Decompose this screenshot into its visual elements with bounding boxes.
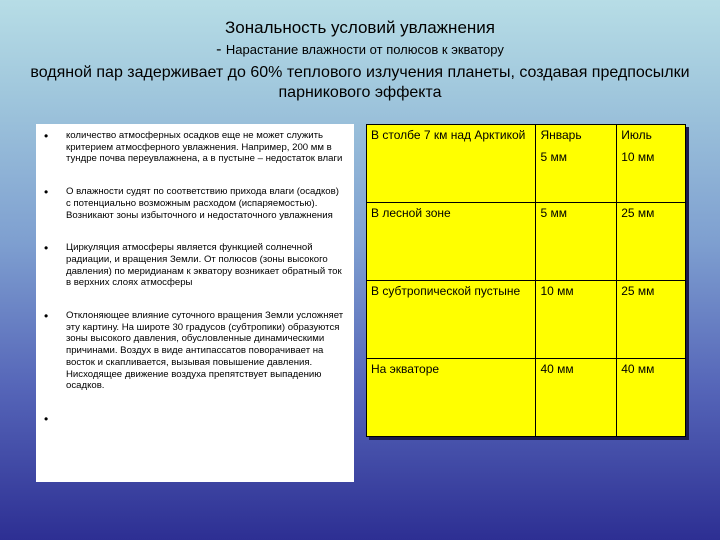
bullet-list [44, 130, 346, 425]
bullet-item: • Циркуляция атмосферы является функцией солнечной радиации, и вращения Земли. От полюсов (зоны высокого давления) по меридианам к экватору возникает обратный ток в верхних слоях атмосферы [44, 242, 346, 289]
table-cell-january: 40 мм [536, 359, 617, 437]
table-row [367, 125, 686, 203]
table-cell-july: 25 мм [617, 281, 686, 359]
slide-title: Зональность условий увлажнения [225, 18, 495, 37]
table-cell-january: 5 мм [536, 203, 617, 281]
table-row [367, 281, 686, 359]
slide-subtitle: Нарастание влажности от полюсов к экватору [225, 42, 504, 58]
table-cell-july [617, 125, 686, 203]
slide-title-block [20, 18, 700, 103]
bullet-item: • О влажности судят по соответствию прихода влаги (осадков) с потенциально возможным расходом (испаряемостью). Возникают зоны избыточного и недостаточного увлажнения [44, 186, 346, 221]
january-label: Январь [540, 128, 582, 142]
table-cell-location: В столбе 7 км над Арктикой [367, 125, 536, 203]
humidity-table [366, 124, 686, 437]
table-cell-location: На экваторе [367, 359, 536, 437]
bullet-item-empty [44, 413, 346, 425]
table-cell-january [536, 125, 617, 203]
table-cell-july: 40 мм [617, 359, 686, 437]
table-cell-july: 25 мм [617, 203, 686, 281]
table-row [367, 359, 686, 437]
table-cell-location: В лесной зоне [367, 203, 536, 281]
bullet-item: • Отклоняющее влияние суточного вращения Земли усложняет эту картину. На широте 30 градусов (субтропики) образуются зоны высокого давления, обусловленные динамическими причинами. Воздух в виде антипассатов поворачивает на восток и скапливается, вызывая повышение давления. Нисходящее движение воздуха препятствует выпадению осадков. [44, 310, 346, 392]
january-value: 5 мм [540, 149, 567, 164]
bullet-panel [36, 124, 354, 482]
table-cell-location: В субтропической пустыне [367, 281, 536, 359]
table-row [367, 203, 686, 281]
slide-statement: водяной пар задерживает до 60% теплового излучения планеты, создавая предпосылки парникового эффекта [30, 63, 690, 101]
july-value: 10 мм [621, 149, 655, 164]
subtitle-dash: - [216, 41, 222, 59]
table-cell-january: 10 мм [536, 281, 617, 359]
bullet-item: • количество атмосферных осадков еще не может служить критерием атмосферного увлажнения. Например, 200 мм в тундре почва переувлажнена, а в пустыне – недостаток влаги [44, 130, 346, 165]
slide-subtitle-line [20, 40, 700, 59]
july-label: Июль [621, 128, 652, 142]
